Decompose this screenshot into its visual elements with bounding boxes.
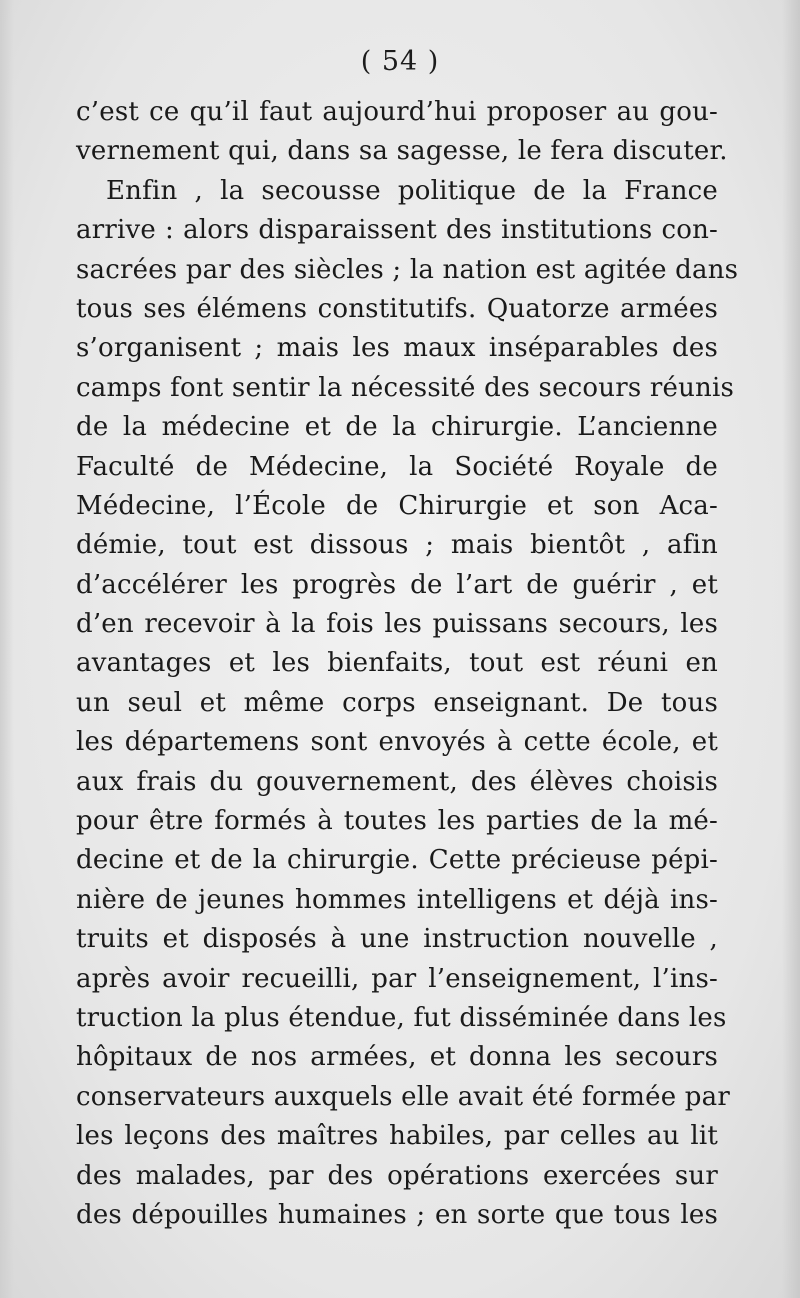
text-line: vernement qui, dans sa sagesse, le fera discuter. — [76, 136, 728, 167]
text-line: Enfin , la secousse politique de la France — [106, 175, 718, 206]
text-line: les leçons des maîtres habiles, par celles au lit — [76, 1121, 718, 1152]
text-line: d’accélérer les progrès de l’art de guérir , et — [76, 569, 718, 600]
text-line: avantages et les bienfaits, tout est réuni en — [76, 648, 718, 679]
text-line: les départemens sont envoyés à cette école, et — [76, 727, 718, 758]
text-line: aux frais du gouvernement, des élèves choisis — [76, 766, 718, 797]
text-line: conservateurs auxquels elle avait été formée par — [76, 1081, 730, 1112]
text-line: arrive : alors disparaissent des institutions con- — [76, 215, 718, 246]
text-line: truction la plus étendue, fut disséminée dans les — [76, 1002, 727, 1033]
text-line: de la médecine et de la chirurgie. L’ancienne — [76, 412, 718, 443]
text-line: truits et disposés à une instruction nouvelle , — [76, 924, 718, 955]
text-line: camps font sentir la nécessité des secours réunis — [76, 372, 735, 403]
page-shadow-left — [0, 0, 14, 1298]
text-line: démie, tout est dissous ; mais bientôt , afin — [76, 530, 718, 561]
page-number: ( 54 ) — [360, 46, 440, 77]
text-line: decine et de la chirurgie. Cette précieuse pépi- — [76, 845, 718, 876]
text-line: hôpitaux de nos armées, et donna les secours — [76, 1042, 718, 1073]
text-line: après avoir recueilli, par l’enseignement, l’ins- — [76, 963, 718, 994]
text-line: des malades, par des opérations exercées sur — [76, 1160, 718, 1191]
page-shadow-right — [782, 0, 800, 1298]
text-line: tous ses élémens constitutifs. Quatorze armées — [76, 293, 718, 324]
text-line: un seul et même corps enseignant. De tous — [76, 687, 718, 718]
text-line: Médecine, l’École de Chirurgie et son Aca- — [76, 490, 718, 521]
text-line: Faculté de Médecine, la Société Royale de — [76, 451, 718, 482]
text-line: d’en recevoir à la fois les puissans secours, les — [76, 609, 718, 640]
text-line: s’organisent ; mais les maux inséparables des — [76, 333, 718, 364]
text-line: c’est ce qu’il faut aujourd’hui proposer au gou- — [76, 97, 718, 127]
text-line: nière de jeunes hommes intelligens et déjà ins- — [76, 884, 718, 915]
text-line: sacrées par des siècles ; la nation est agitée dans — [76, 254, 739, 285]
text-line: des dépouilles humaines ; en sorte que tous les — [76, 1199, 718, 1230]
body-text — [76, 93, 739, 1235]
text-line: pour être formés à toutes les parties de la mé- — [76, 806, 718, 837]
